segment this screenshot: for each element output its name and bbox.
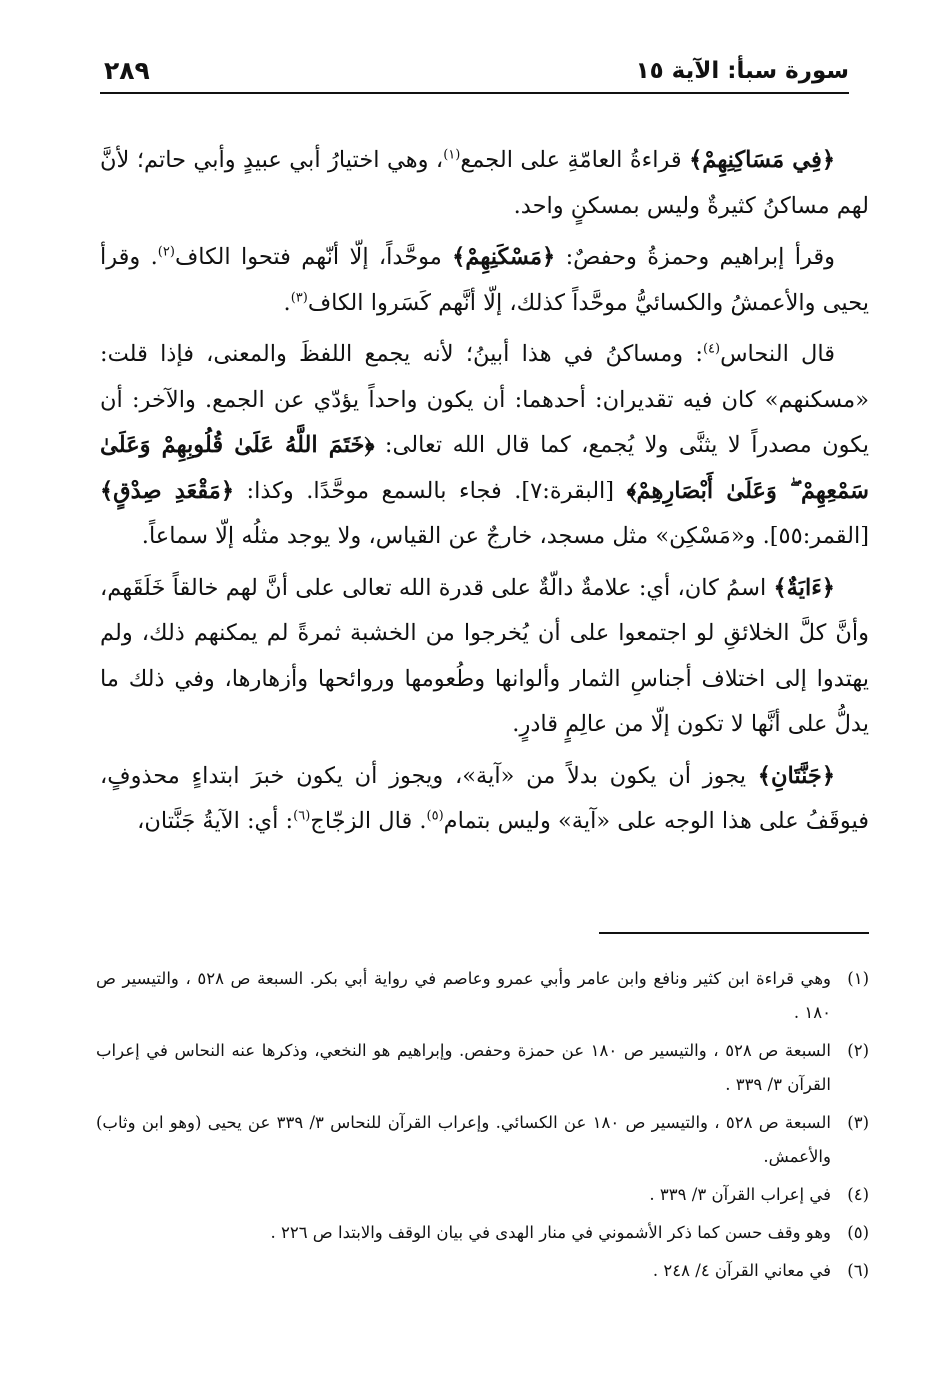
footnote <box>96 1178 869 1212</box>
paragraph-5 <box>100 754 869 845</box>
paragraph-text: قراءةُ العامّةِ على الجمع <box>460 147 690 173</box>
footnotes <box>96 962 869 1292</box>
footnote-number: (١) <box>847 969 869 988</box>
footnote <box>96 1254 869 1288</box>
footnote-text: في إعراب القرآن ٣/ ٣٣٩ . <box>649 1185 831 1204</box>
paragraph-text: : أي: الآيةُ جَنَّتان، <box>137 808 294 834</box>
paragraph-text: [البقرة:٧]. فجاء بالسمع موحَّدًا. وكذا: <box>234 477 627 504</box>
paragraph-text: : ومساكنُ في هذا أبينُ؛ لأنه يجمع اللفظَ والمعنى، فإذا قلت: «مسكنهم» كان فيه تقديران: أحدهما: أن يكون واحداً يؤدّي عن الجمع. والآخر: أن يكون مصدراً لا يثنَّى ولا يُجمع، كما قال الله تعالى: <box>100 341 869 458</box>
footnote-number: (٥) <box>847 1223 869 1242</box>
paragraph-text: وقرأ إبراهيم وحمزةُ وحفصٌ: <box>555 244 835 270</box>
quran-quote: ﴿مَقْعَدِ صِدْقٍ﴾ <box>100 477 235 504</box>
footnote-text: وهي قراءة ابن كثير ونافع وابن عامر وأبي عمرو وعاصم في رواية أبي بكر. السبعة ص ٥٢٨ ، والتيسير ص ١٨٠ . <box>96 969 831 1022</box>
footnote-number: (٢) <box>847 1041 869 1060</box>
footnote-number: (٣) <box>847 1113 869 1132</box>
footnote-text: في معاني القرآن ٤/ ٢٤٨ . <box>652 1261 831 1280</box>
paragraph-text: موحَّداً، إلّا أنّهم فتحوا الكاف <box>174 244 453 270</box>
footnote <box>96 1216 869 1250</box>
footnote-ref: (٣) <box>290 290 308 305</box>
quran-quote: ﴿جَنَّتَانِ﴾ <box>757 762 835 789</box>
footnote-divider <box>599 932 869 934</box>
footnote-ref: (٥) <box>426 808 444 824</box>
running-header <box>100 56 849 94</box>
paragraph-text: . وقرأ يحيى والأعمشُ والكسائيُّ موحَّداً كذلك، إلّا أنَّهم كَسَروا الكاف <box>100 244 869 316</box>
paragraph-4 <box>100 566 869 748</box>
paragraph-2 <box>100 235 869 326</box>
paragraph-text: ، وهي اختيارُ أبي عبيدٍ وأبي حاتم؛ لأنَّ لهم مساكنُ كثيرةٌ وليس بمسكنٍ واحد. <box>100 147 869 219</box>
footnote-number: (٦) <box>847 1261 869 1280</box>
paragraph-text: . قال الزجّاج <box>310 808 427 834</box>
quran-quote: ﴿فِي مَسَاكِنِهِمْ﴾ <box>689 147 836 173</box>
paragraph-1 <box>100 138 869 229</box>
footnote-text: وهو وقف حسن كما ذكر الأشموني في منار الهدى في بيان الوقف والابتدا ص ٢٢٦ . <box>270 1223 831 1242</box>
footnote-number: (٤) <box>847 1185 869 1204</box>
page-number: ٢٨٩ <box>104 56 150 85</box>
footnote-ref: (٦) <box>293 808 311 824</box>
quran-quote: ﴿ءَايَةٌ﴾ <box>773 574 835 601</box>
footnote-text: السبعة ص ٥٢٨ ، والتيسير ص ١٨٠ عن حمزة وحفص. وإبراهيم هو النخعي، وذكرها عنه النحاس في إعراب القرآن ٣/ ٣٣٩ . <box>96 1041 832 1094</box>
footnote <box>96 962 869 1030</box>
paragraph-text: قال النحاس <box>720 341 835 367</box>
paragraph-text: [القمر:٥٥]. و«مَسْكِن» مثل مسجد، خارجٌ عن القياس، ولا يوجد مثلُه إلّا سماعاً. <box>141 523 869 549</box>
paragraph-text: اسمُ كان، أي: علامةٌ دالّةٌ على قدرة الله تعالى على أنَّ لهم خالقاً خَلَقَهم، وأنَّ كلَّ الخلائقِ لو اجتمعوا على أن يُخرجوا من الخشبة ثمرةً لم يمكنهم ذلك، ولم يهتدوا إلى اختلاف أجناسِ الثمار وألوانها وطُعومها وروائحها وأزهارها، وفي ذلك ما يدلُّ على أنَّها لا تكون إلّا من عالِمٍ قادرٍ. <box>100 574 869 737</box>
footnote <box>96 1034 869 1102</box>
paragraph-text: . <box>283 289 291 316</box>
quran-quote: ﴿خَتَمَ اللَّهُ عَلَىٰ قُلُوبِهِمْ وَعَلَىٰ سَمْعِهِمْ ۖ وَعَلَىٰ أَبْصَارِهِمْ﴾ <box>100 432 870 504</box>
footnote-ref: (٤) <box>702 341 721 357</box>
footnote-text: السبعة ص ٥٢٨ ، والتيسير ص ١٨٠ عن الكسائي. وإعراب القرآن للنحاس ٣/ ٣٣٩ عن يحيى (وهو ابن وثاب) والأعمش. <box>96 1113 832 1166</box>
paragraph-text: يجوز أن يكون بدلاً من «آية»، ويجوز أن يكون خبرَ ابتداءٍ محذوفٍ، فيوقَفُ على هذا الوجه على «آية» وليس بتمام <box>100 762 869 834</box>
quran-quote: ﴿مَسْكَنِهِمْ﴾ <box>452 244 556 270</box>
main-text <box>100 138 869 851</box>
paragraph-3 <box>100 332 869 560</box>
footnote-ref: (١) <box>443 147 461 163</box>
footnote <box>96 1106 869 1174</box>
footnote-ref: (٢) <box>157 244 175 260</box>
surah-title: سورة سبأ: الآية ١٥ <box>635 58 849 84</box>
